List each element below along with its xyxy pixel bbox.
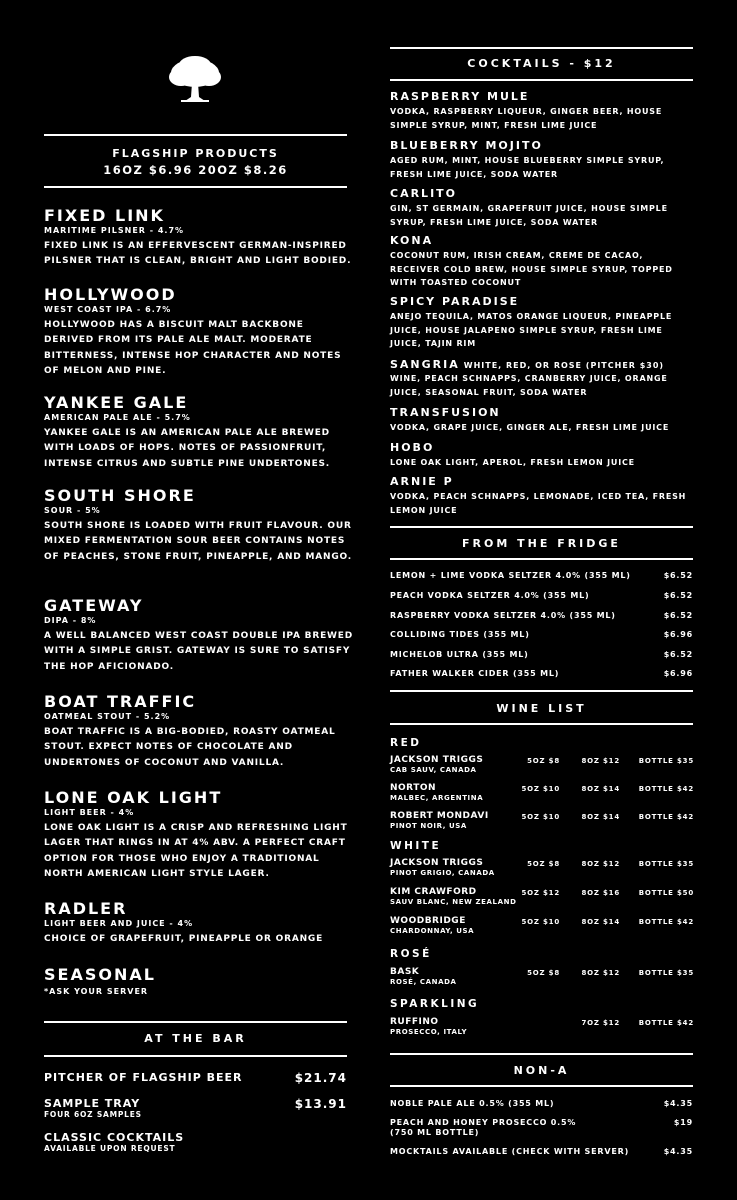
wine-price-bottle: BOTTLE $35: [638, 757, 694, 765]
wine-region: PINOT GRIGIO, CANADA: [390, 869, 495, 877]
wine-region: PINOT NOIR, USA: [390, 822, 467, 830]
wine-region: CAB SAUV, CANADA: [390, 766, 477, 774]
cocktail-item: [390, 358, 695, 399]
beer-description: A WELL BALANCED WEST COAST DOUBLE IPA BREWED WITH A SIMPLE GRIST. GATEWAY IS SURE TO SATISFY THE HOP AFICIONADO.: [44, 631, 353, 672]
divider: [390, 526, 693, 528]
wine-price-glass-large: 8OZ $12: [581, 969, 620, 977]
beer-item: [44, 487, 354, 565]
wine-name: WOODBRIDGE: [390, 916, 466, 926]
wine-price-bottle: BOTTLE $42: [638, 813, 694, 821]
cocktail-description: ANEJO TEQUILA, MATOS ORANGE LIQUEUR, PINEAPPLE JUICE, HOUSE JALAPENO SIMPLE SYRUP, FRESH LIME JUICE, TAJIN RIM: [390, 312, 673, 348]
beer-note: *ASK YOUR SERVER: [44, 987, 149, 996]
wine-item: [390, 811, 695, 830]
wine-category-rose: ROSÉ: [390, 948, 432, 960]
wine-price-glass-small: 5OZ $10: [521, 813, 560, 821]
bar-item: [44, 1071, 347, 1084]
wine-name: ROBERT MONDAVI: [390, 811, 489, 821]
cocktail-name: TRANSFUSION: [390, 406, 501, 419]
beer-item: [44, 394, 354, 472]
wine-category-red: RED: [390, 737, 422, 749]
fridge-item-price: $6.52: [663, 571, 693, 580]
bar-item: [44, 1097, 347, 1119]
wine-price-glass-large: 8OZ $12: [581, 860, 620, 868]
beer-item: [44, 966, 354, 996]
cocktail-name: KONA: [390, 234, 434, 247]
beer-name: SEASONAL: [44, 965, 156, 984]
divider: [390, 1053, 693, 1055]
beer-description: FIXED LINK IS AN EFFERVESCENT GERMAN-INSPIRED PILSNER THAT IS CLEAN, BRIGHT AND LIGHT BODIED.: [44, 241, 352, 267]
flagship-title: FLAGSHIP PRODUCTS: [112, 147, 279, 160]
wine-price-bottle: BOTTLE $35: [638, 860, 694, 868]
wine-region: PROSECCO, ITALY: [390, 1028, 468, 1036]
beer-style: LIGHT BEER AND JUICE - 4%: [44, 919, 194, 928]
beer-description: YANKEE GALE IS AN AMERICAN PALE ALE BREWED WITH LOADS OF HOPS. NOTES OF PASSIONFRUIT, INTENSE CITRUS AND SUBTLE PINE UNDERTONES.: [44, 428, 331, 469]
wine-price-glass-large: 8OZ $12: [581, 757, 620, 765]
wine-price-bottle: BOTTLE $50: [638, 889, 694, 897]
wine-price-bottle: BOTTLE $42: [638, 1019, 694, 1027]
bar-item-price: $21.74: [294, 1071, 347, 1085]
divider: [44, 1055, 347, 1057]
divider: [390, 47, 693, 49]
cocktail-name-text: SANGRIA: [390, 358, 460, 371]
cocktail-name: RASPBERRY MULE: [390, 90, 530, 103]
non-alcoholic-item-name: MOCKTAILS AVAILABLE (CHECK WITH SERVER): [390, 1147, 630, 1156]
beer-item: [44, 597, 354, 675]
non-alcoholic-item-price: $4.35: [663, 1099, 693, 1108]
fridge-item-name: PEACH VODKA SELTZER 4.0% (355 ML): [390, 591, 590, 600]
beer-style: WEST COAST IPA - 6.7%: [44, 305, 172, 314]
divider: [44, 1021, 347, 1023]
wine-item: [390, 967, 695, 986]
beer-name: FIXED LINK: [44, 206, 165, 225]
cocktail-name: ARNIE P: [390, 475, 454, 488]
non-alcoholic-item: [390, 1118, 693, 1138]
wine-price-glass-large: 8OZ $14: [581, 918, 620, 926]
wine-item: [390, 755, 695, 774]
beer-name: HOLLYWOOD: [44, 285, 177, 304]
cocktail-item: [390, 295, 695, 351]
beer-name: BOAT TRAFFIC: [44, 692, 197, 711]
wine-price-glass-small: 5OZ $8: [527, 860, 560, 868]
wine-price-glass-small: 5OZ $10: [521, 918, 560, 926]
wine-region: ROSÉ, CANADA: [390, 978, 457, 986]
wine-price-glass-small: 5OZ $8: [527, 757, 560, 765]
divider: [390, 690, 693, 692]
beer-name: RADLER: [44, 899, 128, 918]
wine-item: [390, 1017, 695, 1036]
beer-style: LIGHT BEER - 4%: [44, 808, 135, 817]
fridge-item-name: FATHER WALKER CIDER (355 ML): [390, 669, 560, 678]
wine-item: [390, 858, 695, 877]
cocktail-description: GIN, ST GERMAIN, GRAPEFRUIT JUICE, HOUSE SIMPLE SYRUP, FRESH LIME JUICE, SODA WATER: [390, 204, 668, 227]
fridge-item: [390, 591, 693, 600]
bar-item-sub: AVAILABLE UPON REQUEST: [44, 1144, 176, 1153]
divider: [390, 79, 693, 81]
beer-style: MARITIME PILSNER - 4.7%: [44, 226, 185, 235]
divider: [390, 558, 693, 560]
cocktail-name: [390, 358, 695, 372]
wine-region: SAUV BLANC, NEW ZEALAND: [390, 898, 517, 906]
wine-region: MALBEC, ARGENTINA: [390, 794, 484, 802]
at-the-bar-title: AT THE BAR: [144, 1032, 247, 1045]
beer-name: SOUTH SHORE: [44, 486, 196, 505]
fridge-item-name: MICHELOB ULTRA (355 ML): [390, 650, 529, 659]
cocktail-description: COCONUT RUM, IRISH CREAM, CREME DE CACAO, RECEIVER COLD BREW, HOUSE SIMPLE SYRUP, TOPPED WITH TOASTED COCONUT: [390, 251, 673, 287]
beer-style: SOUR - 5%: [44, 506, 101, 515]
wine-name: JACKSON TRIGGS: [390, 755, 484, 765]
fridge-item: [390, 571, 693, 580]
beer-item: [44, 207, 354, 270]
wine-price-glass-large: 8OZ $14: [581, 813, 620, 821]
beer-name: YANKEE GALE: [44, 393, 189, 412]
cocktail-description: VODKA, RASPBERRY LIQUEUR, GINGER BEER, HOUSE SIMPLE SYRUP, MINT, FRESH LIME JUICE: [390, 107, 663, 130]
cocktail-description: LONE OAK LIGHT, APEROL, FRESH LEMON JUICE: [390, 458, 635, 467]
cocktail-name-sub: WHITE, RED, OR ROSE (PITCHER $30): [463, 361, 665, 370]
wine-price-bottle: BOTTLE $35: [638, 969, 694, 977]
cocktail-description: AGED RUM, MINT, HOUSE BLUEBERRY SIMPLE SYRUP, FRESH LIME JUICE, SODA WATER: [390, 156, 665, 179]
non-alcoholic-item-price: $19: [673, 1118, 693, 1127]
beer-style: AMERICAN PALE ALE - 5.7%: [44, 413, 191, 422]
fridge-item-price: $6.52: [663, 650, 693, 659]
fridge-item: [390, 611, 693, 620]
bar-item-name: CLASSIC COCKTAILS: [44, 1131, 185, 1144]
wine-list-title: WINE LIST: [496, 702, 587, 715]
fridge-item-price: $6.96: [663, 669, 693, 678]
fridge-title: FROM THE FRIDGE: [462, 537, 621, 550]
cocktails-title: COCKTAILS - $12: [467, 57, 616, 70]
wine-name: BASK: [390, 967, 420, 977]
non-alcoholic-title: NON-A: [513, 1064, 570, 1077]
fridge-item-price: $6.52: [663, 611, 693, 620]
wine-price-bottle: BOTTLE $42: [638, 918, 694, 926]
wine-item: [390, 783, 695, 802]
wine-category-sparkling: SPARKLING: [390, 998, 480, 1010]
cocktail-name: HOBO: [390, 441, 435, 454]
wine-price-glass-small: 5OZ $8: [527, 969, 560, 977]
divider: [44, 186, 347, 188]
divider: [44, 134, 347, 136]
beer-description: BOAT TRAFFIC IS A BIG-BODIED, ROASTY OATMEAL STOUT. EXPECT NOTES OF CHOCOLATE AND UNDERTONES OF COCONUT AND VANILLA.: [44, 727, 336, 768]
beer-item: [44, 900, 354, 947]
non-alcoholic-item: [390, 1099, 693, 1108]
beer-item: [44, 789, 354, 883]
fridge-item: [390, 669, 693, 678]
non-alcoholic-item-price: $4.35: [663, 1147, 693, 1156]
wine-name: JACKSON TRIGGS: [390, 858, 484, 868]
non-alcoholic-item: [390, 1147, 693, 1156]
fridge-item-name: RASPBERRY VODKA SELTZER 4.0% (355 ML): [390, 611, 616, 620]
beer-style: OATMEAL STOUT - 5.2%: [44, 712, 171, 721]
wine-price-glass-large: 8OZ $14: [581, 785, 620, 793]
fridge-item-price: $6.96: [663, 630, 693, 639]
fridge-item-name: COLLIDING TIDES (355 ML): [390, 630, 530, 639]
flagship-prices: 16OZ $6.96 20OZ $8.26: [103, 163, 288, 177]
bar-item-name: SAMPLE TRAY: [44, 1097, 141, 1110]
beer-item: [44, 693, 354, 771]
wine-item: [390, 887, 695, 906]
wine-price-glass-large: 8OZ $16: [581, 889, 620, 897]
cocktail-item: [390, 90, 695, 132]
cocktail-name: CARLITO: [390, 187, 458, 200]
tree-logo-icon: [167, 55, 223, 105]
divider: [390, 1085, 693, 1087]
fridge-item: [390, 650, 693, 659]
beer-description: LONE OAK LIGHT IS A CRISP AND REFRESHING LIGHT LAGER THAT RINGS IN AT 4% ABV. A PERFECT CRAFT OPTION FOR THOSE WHO ENJOY A TRADITIONAL NORTH AMERICAN LIGHT STYLE LAGER.: [44, 823, 348, 880]
bar-item-sub: FOUR 6OZ SAMPLES: [44, 1110, 142, 1119]
wine-name: NORTON: [390, 783, 437, 793]
cocktail-name: BLUEBERRY MOJITO: [390, 139, 543, 152]
bar-item-price: $13.91: [294, 1097, 347, 1111]
beer-name: GATEWAY: [44, 596, 144, 615]
bar-item: [44, 1131, 347, 1153]
wine-price-glass: 7OZ $12: [581, 1019, 620, 1027]
wine-price-glass-small: 5OZ $12: [521, 889, 560, 897]
non-alcoholic-item-detail: (750 ML BOTTLE): [390, 1128, 480, 1137]
cocktail-item: [390, 187, 695, 229]
cocktail-item: [390, 406, 695, 435]
bar-item-name: PITCHER OF FLAGSHIP BEER: [44, 1071, 243, 1084]
cocktail-item: [390, 139, 695, 181]
wine-name: KIM CRAWFORD: [390, 887, 477, 897]
beer-description: CHOICE OF GRAPEFRUIT, PINEAPPLE OR ORANGE: [44, 934, 324, 944]
fridge-item-name: LEMON + LIME VODKA SELTZER 4.0% (355 ML): [390, 571, 631, 580]
fridge-item-price: $6.52: [663, 591, 693, 600]
cocktail-item: [390, 441, 695, 470]
wine-price-bottle: BOTTLE $42: [638, 785, 694, 793]
beer-description: SOUTH SHORE IS LOADED WITH FRUIT FLAVOUR. OUR MIXED FERMENTATION SOUR BEER CONTAINS NOTES OF PEACHES, STONE FRUIT, PINEAPPLE, AND MANGO.: [44, 521, 353, 562]
cocktail-item: [390, 234, 695, 290]
divider: [390, 723, 693, 725]
beer-description: HOLLYWOOD HAS A BISCUIT MALT BACKBONE DERIVED FROM ITS PALE ALE MALT. MODERATE BITTERNESS, INTENSE HOP CHARACTER AND NOTES OF MELON AND PINE.: [44, 320, 342, 377]
cocktail-description: WINE, PEACH SCHNAPPS, CRANBERRY JUICE, ORANGE JUICE, SEASONAL FRUIT, SODA WATER: [390, 374, 668, 397]
cocktail-item: [390, 475, 695, 517]
fridge-item: [390, 630, 693, 639]
cocktail-description: VODKA, PEACH SCHNAPPS, LEMONADE, ICED TEA, FRESH LEMON JUICE: [390, 492, 687, 515]
non-alcoholic-item-name: PEACH AND HONEY PROSECCO 0.5%: [390, 1118, 577, 1127]
non-alcoholic-item-name: NOBLE PALE ALE 0.5% (355 ML): [390, 1099, 555, 1108]
wine-price-glass-small: 5OZ $10: [521, 785, 560, 793]
cocktail-description: VODKA, GRAPE JUICE, GINGER ALE, FRESH LIME JUICE: [390, 423, 670, 432]
wine-category-white: WHITE: [390, 840, 442, 852]
cocktail-name: SPICY PARADISE: [390, 295, 520, 308]
beer-style: DIPA - 8%: [44, 616, 97, 625]
wine-region: CHARDONNAY, USA: [390, 927, 475, 935]
beer-item: [44, 286, 354, 380]
beer-name: LONE OAK LIGHT: [44, 788, 223, 807]
wine-item: [390, 916, 695, 935]
wine-name: RUFFINO: [390, 1017, 439, 1027]
